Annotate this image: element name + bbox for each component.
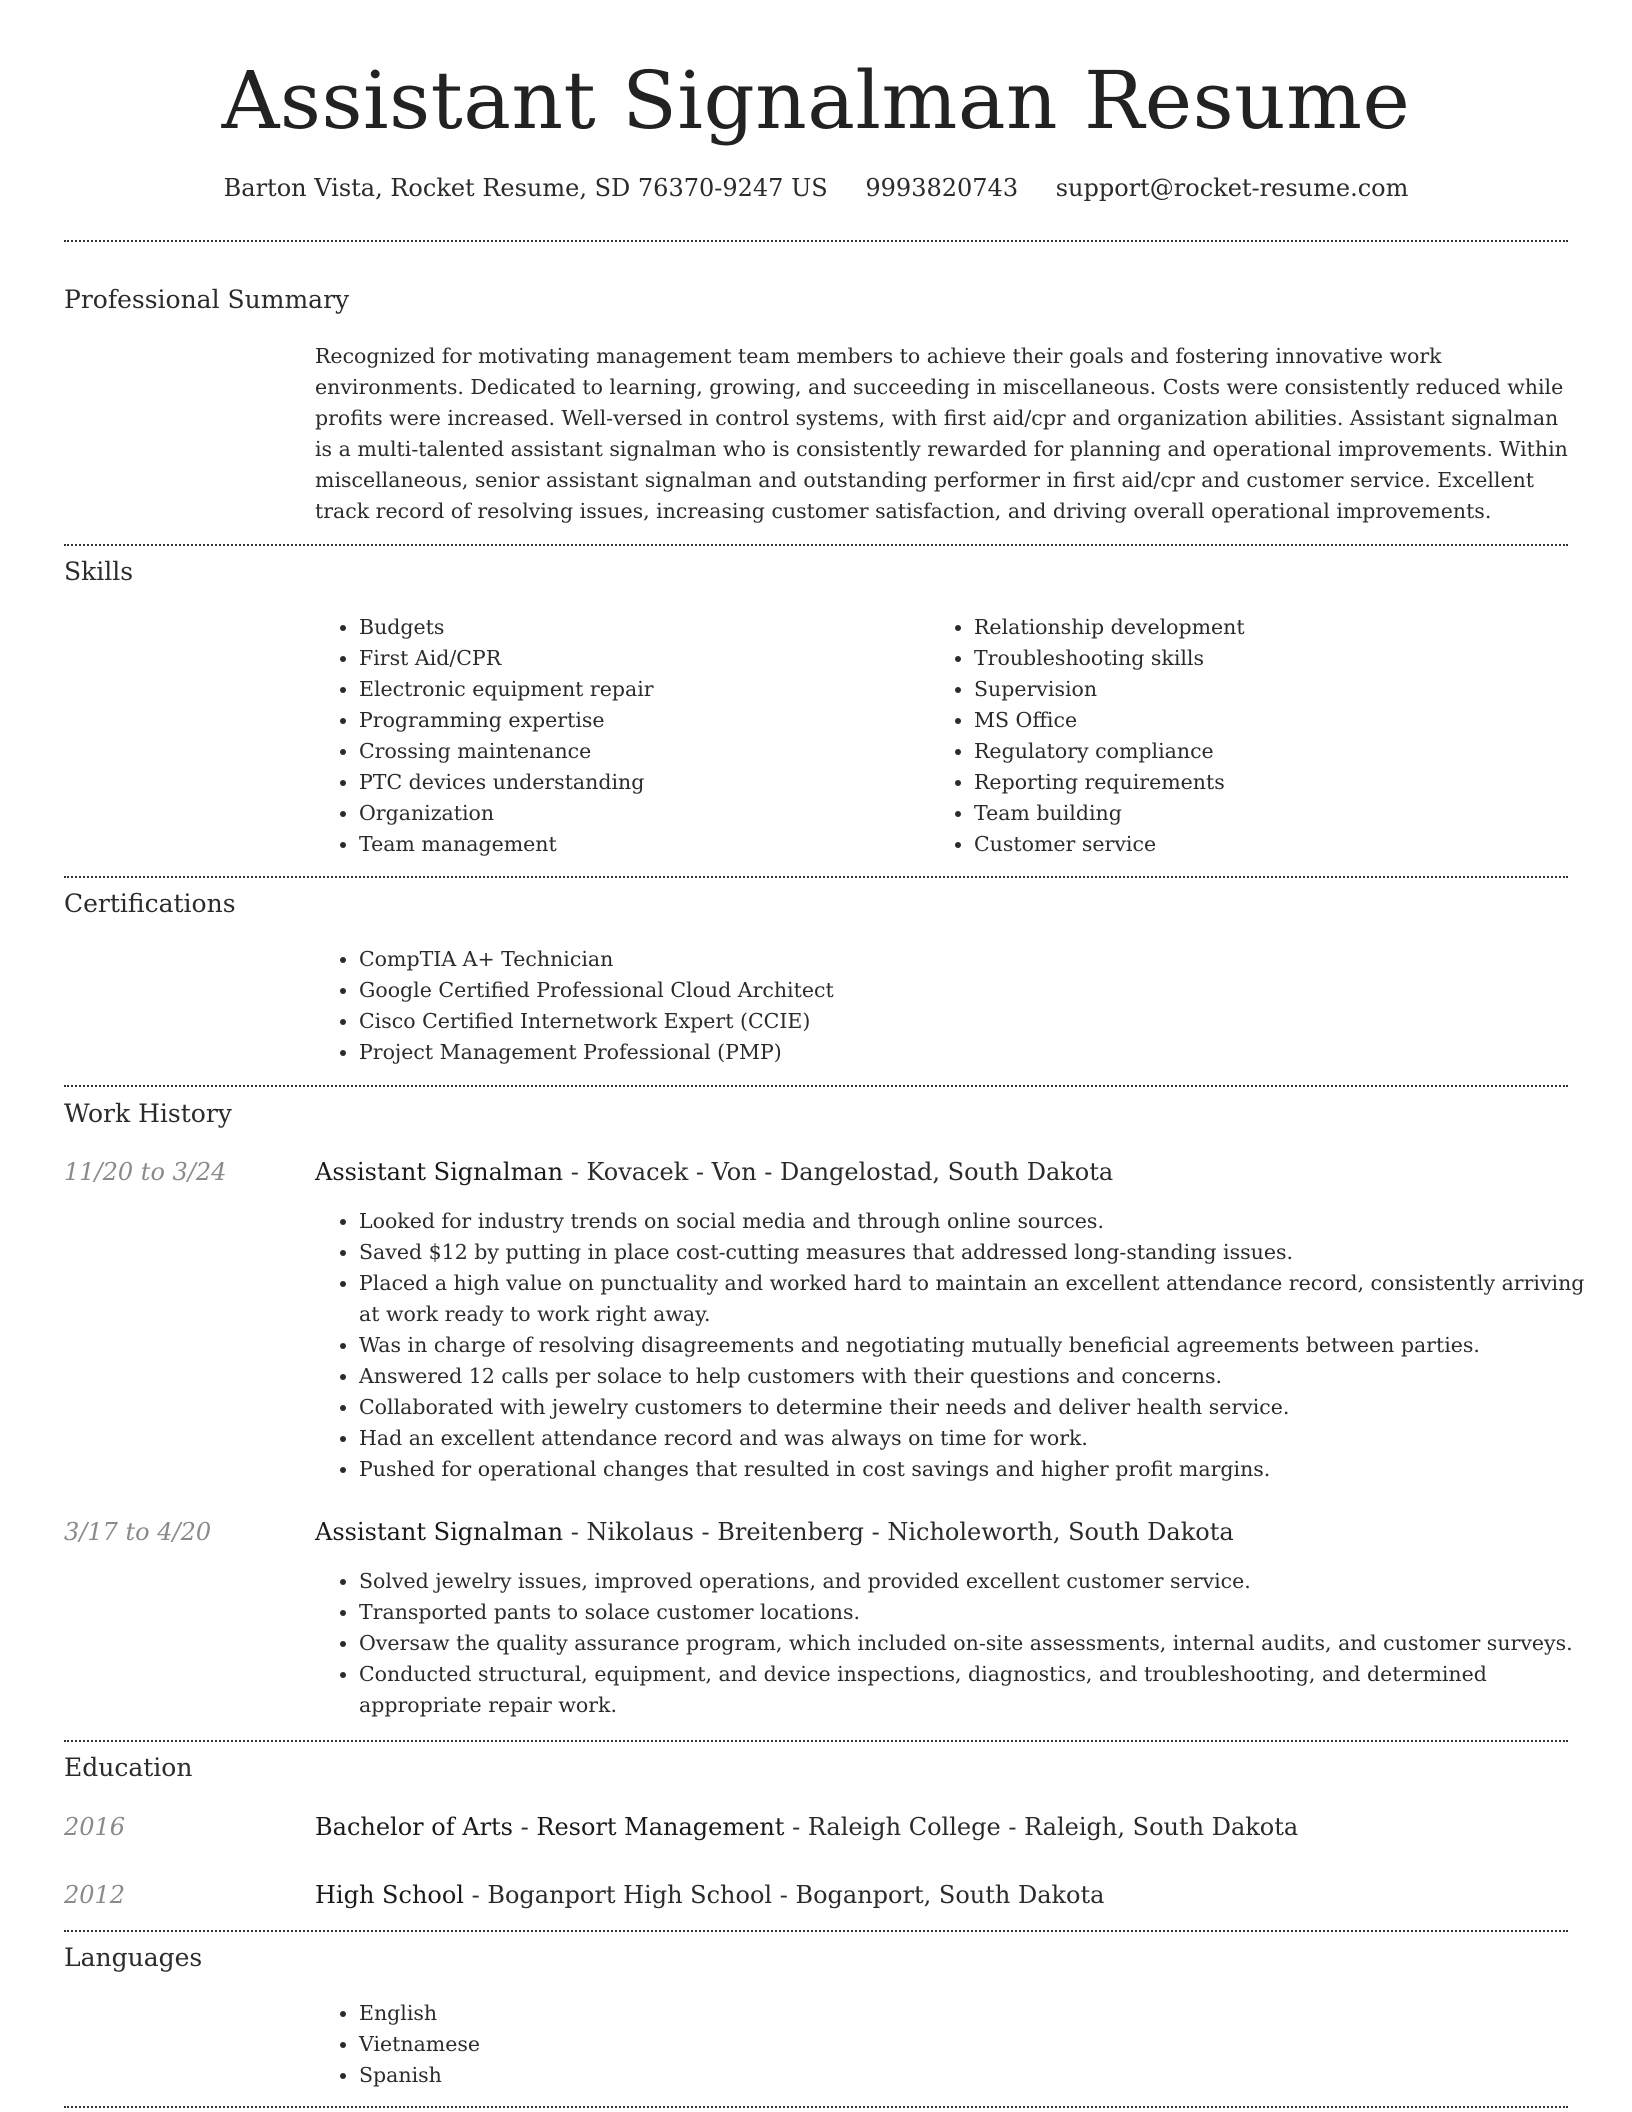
contact-phone: 9993820743: [865, 174, 1019, 202]
contact-line: [0, 170, 1632, 206]
skills-list-right: [930, 612, 1574, 860]
job-bullet: • Oversaw the quality assurance program, which included on-site assessments, internal audits, and customer surveys.: [359, 1628, 1596, 1659]
skill-item: • Team management: [359, 829, 919, 860]
education-entry: High School - Boganport High School - Boganport, South Dakota: [315, 1881, 1105, 1909]
section-divider: [64, 1085, 1568, 1087]
section-divider: [64, 240, 1568, 242]
education-entry: Bachelor of Arts - Resort Management - Raleigh College - Raleigh, South Dakota: [315, 1813, 1299, 1841]
job-bullet: • Answered 12 calls per solace to help customers with their questions and concerns.: [359, 1361, 1596, 1392]
skill-item: • Organization: [359, 798, 919, 829]
skill-item: • Supervision: [974, 674, 1574, 705]
section-divider: [64, 1740, 1568, 1742]
education-degree: High School: [315, 1881, 464, 1909]
skill-item: • Relationship development: [974, 612, 1574, 643]
languages-list: [315, 1998, 959, 2091]
skill-item: • Reporting requirements: [974, 767, 1574, 798]
certification-item: • Project Management Professional (PMP): [359, 1037, 1559, 1068]
job-heading: Assistant Signalman - Nikolaus - Breitenberg - Nicholeworth, South Dakota: [315, 1518, 1234, 1546]
education-heading: Education: [64, 1753, 193, 1782]
job-bullets: [315, 1206, 1596, 1485]
job-company: Nikolaus - Breitenberg: [586, 1518, 864, 1546]
job-dates: 3/17 to 4/20: [64, 1518, 212, 1546]
language-item: • English: [359, 1998, 959, 2029]
job-bullets: [315, 1566, 1596, 1721]
section-divider: [64, 544, 1568, 546]
skills-heading: Skills: [64, 557, 134, 586]
skill-item: • Crossing maintenance: [359, 736, 919, 767]
summary-heading: Professional Summary: [64, 285, 350, 314]
skill-item: • Budgets: [359, 612, 919, 643]
skill-item: • Electronic equipment repair: [359, 674, 919, 705]
skill-item: • First Aid/CPR: [359, 643, 919, 674]
job-title: Assistant Signalman: [315, 1158, 564, 1186]
certification-item: • CompTIA A+ Technician: [359, 944, 1559, 975]
contact-email: support@rocket-resume.com: [1055, 174, 1409, 202]
skill-item: • Troubleshooting skills: [974, 643, 1574, 674]
certification-item: • Cisco Certified Internetwork Expert (CCIE): [359, 1006, 1559, 1037]
job-bullet: • Had an excellent attendance record and was always on time for work.: [359, 1423, 1596, 1454]
contact-address: Barton Vista, Rocket Resume, SD 76370-9247 US: [223, 174, 828, 202]
education-school: Raleigh College: [807, 1813, 1001, 1841]
job-bullet: • Was in charge of resolving disagreements and negotiating mutually beneficial agreements between parties.: [359, 1330, 1596, 1361]
education-degree: Bachelor of Arts: [315, 1813, 513, 1841]
skill-item: • MS Office: [974, 705, 1574, 736]
job-dates: 11/20 to 3/24: [64, 1158, 227, 1186]
skill-item: • Customer service: [974, 829, 1574, 860]
education-field: Resort Management: [536, 1813, 785, 1841]
education-year: 2012: [64, 1881, 126, 1909]
education-year: 2016: [64, 1813, 126, 1841]
job-company: Kovacek - Von: [586, 1158, 757, 1186]
resume-title: Assistant Signalman Resume: [221, 54, 1411, 147]
language-item: • Vietnamese: [359, 2029, 959, 2060]
skill-item: • Regulatory compliance: [974, 736, 1574, 767]
education-location: Boganport, South Dakota: [795, 1881, 1105, 1909]
certifications-heading: Certifications: [64, 889, 236, 918]
job-bullet: • Pushed for operational changes that resulted in cost savings and higher profit margins.: [359, 1454, 1596, 1485]
job-bullet: • Looked for industry trends on social media and through online sources.: [359, 1206, 1596, 1237]
skills-list-left: [315, 612, 919, 860]
job-location: Dangelostad, South Dakota: [780, 1158, 1114, 1186]
work-heading: Work History: [64, 1099, 232, 1128]
section-divider: [64, 2106, 1568, 2108]
job-heading: Assistant Signalman - Kovacek - Von - Dangelostad, South Dakota: [315, 1158, 1114, 1186]
job-bullet: • Conducted structural, equipment, and device inspections, diagnostics, and troubleshooting, and determined appropriate repair work.: [359, 1659, 1596, 1721]
education-school: Boganport High School: [487, 1881, 773, 1909]
section-divider: [64, 1930, 1568, 1932]
education-location: Raleigh, South Dakota: [1024, 1813, 1299, 1841]
certifications-list: [315, 944, 1559, 1068]
section-divider: [64, 876, 1568, 878]
summary-text: Recognized for motivating management team members to achieve their goals and fostering innovative work environments. Dedicated to learning, growing, and succeeding in miscellaneous. Costs were consistently reduced while profits were increased. Well-versed in control systems, with first aid/cpr and organization abilities. Assistant signalman is a multi-talented assistant signalman who is consistently rewarded for planning and operational improvements. Within miscellaneous, senior assistant signalman and outstanding performer in first aid/cpr and customer service. Excellent track record of resolving issues, increasing customer satisfaction, and driving overall operational improvements.: [315, 344, 1568, 523]
job-bullet: • Placed a high value on punctuality and worked hard to maintain an excellent attendance record, consistently arriving at work ready to work right away.: [359, 1268, 1596, 1330]
language-item: • Spanish: [359, 2060, 959, 2091]
job-location: Nicholeworth, South Dakota: [887, 1518, 1234, 1546]
skill-item: • Programming expertise: [359, 705, 919, 736]
job-bullet: • Transported pants to solace customer locations.: [359, 1597, 1596, 1628]
skill-item: • Team building: [974, 798, 1574, 829]
skill-item: • PTC devices understanding: [359, 767, 919, 798]
job-title: Assistant Signalman: [315, 1518, 564, 1546]
languages-heading: Languages: [64, 1943, 203, 1972]
certification-item: • Google Certified Professional Cloud Architect: [359, 975, 1559, 1006]
job-bullet: • Collaborated with jewelry customers to determine their needs and deliver health service.: [359, 1392, 1596, 1423]
job-bullet: • Solved jewelry issues, improved operations, and provided excellent customer service.: [359, 1566, 1596, 1597]
job-bullet: • Saved $12 by putting in place cost-cutting measures that addressed long-standing issues.: [359, 1237, 1596, 1268]
